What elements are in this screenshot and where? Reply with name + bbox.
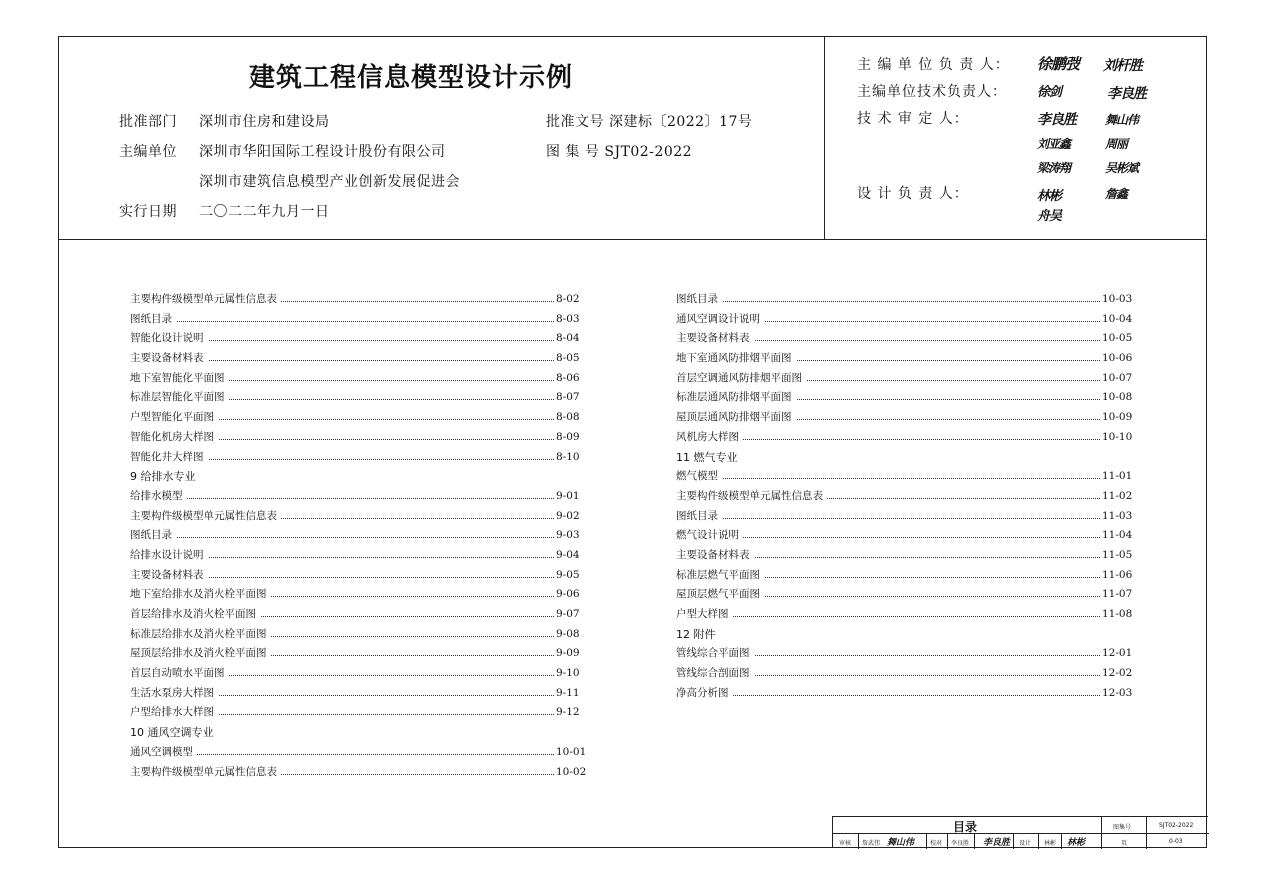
editor-row bbox=[119, 141, 446, 161]
toc-entry-page: 8-03 bbox=[556, 310, 592, 330]
header-divider bbox=[824, 37, 825, 240]
toc-entry-page: 11-02 bbox=[1102, 487, 1138, 507]
toc-entry-page: 9-03 bbox=[556, 526, 592, 546]
signature: 舞山伟 bbox=[1105, 113, 1139, 127]
toc-entry-page: 9-04 bbox=[556, 546, 592, 566]
tb-checker: 李良胜 bbox=[951, 840, 970, 847]
toc-entry-name: 户型智能化平面图 bbox=[130, 411, 218, 423]
toc-entry-page: 10-01 bbox=[556, 743, 592, 763]
tb-line bbox=[1061, 833, 1062, 849]
toc-entry-page: 9-06 bbox=[556, 585, 592, 605]
toc-entry-name: 智能化设计说明 bbox=[130, 332, 208, 344]
toc-entry bbox=[676, 408, 1138, 428]
toc-entry-page: 9-01 bbox=[556, 487, 592, 507]
impl-date-value: 二〇二二年九月一日 bbox=[199, 204, 330, 220]
toc-entry bbox=[130, 388, 592, 408]
toc-entry-name: 地下室通风防排烟平面图 bbox=[676, 352, 796, 364]
toc-entry bbox=[676, 507, 1138, 527]
toc-entry-name: 通风空调设计说明 bbox=[676, 313, 764, 325]
toc-entry-name: 主要构件级模型单元属性信息表 bbox=[130, 510, 281, 522]
tb-line bbox=[833, 833, 1209, 834]
toc-entry-name: 给排水模型 bbox=[130, 490, 187, 502]
signature: 刘杆胜 bbox=[1103, 58, 1142, 74]
toc-entry-page: 10-02 bbox=[556, 763, 592, 783]
toc-entry bbox=[130, 487, 592, 507]
signature: 刘亚鑫 bbox=[1037, 137, 1071, 151]
toc-entry-name: 首层给排水及消火栓平面图 bbox=[130, 608, 260, 620]
toc-entry-name: 主要构件级模型单元属性信息表 bbox=[676, 490, 827, 502]
toc-entry-name: 首层空调通风防排烟平面图 bbox=[676, 372, 806, 384]
tb-atlas-no: SJT02-2022 bbox=[1159, 822, 1194, 829]
toc-entry-name: 标准层智能化平面图 bbox=[130, 391, 229, 403]
tb-reviewer: 詹武伟 bbox=[862, 840, 881, 847]
responsible-tech-chief: 主编单位技术负责人： bbox=[857, 84, 1007, 100]
toc-entry bbox=[130, 625, 592, 645]
toc-entry-page: 10-05 bbox=[1102, 329, 1138, 349]
impl-date-row bbox=[119, 201, 330, 221]
editor-label: 主编单位 bbox=[119, 144, 177, 160]
toc-entry-page: 11-03 bbox=[1102, 507, 1138, 527]
toc-entry bbox=[676, 290, 1138, 310]
toc-section-heading: 9 给排水专业 bbox=[130, 470, 196, 484]
toc-entry-page: 9-02 bbox=[556, 507, 592, 527]
toc-entry-name: 主要构件级模型单元属性信息表 bbox=[130, 293, 281, 305]
toc-entry bbox=[130, 369, 592, 389]
toc-entry bbox=[676, 605, 1138, 625]
toc-leader-dots bbox=[676, 684, 1100, 696]
toc-entry bbox=[130, 428, 592, 448]
toc-leader-dots bbox=[130, 526, 554, 538]
toc-entry-name: 标准层给排水及消火栓平面图 bbox=[130, 628, 271, 640]
toc-entry-name: 标准层通风防排烟平面图 bbox=[676, 391, 796, 403]
toc-entry bbox=[676, 566, 1138, 586]
toc-entry-page: 9-12 bbox=[556, 703, 592, 723]
toc-entry-page: 8-04 bbox=[556, 329, 592, 349]
toc-entry bbox=[130, 763, 592, 783]
toc-entry bbox=[676, 526, 1138, 546]
toc-leader-dots bbox=[676, 605, 1100, 617]
toc-entry-name: 户型大样图 bbox=[676, 608, 733, 620]
toc-entry bbox=[676, 329, 1138, 349]
toc-right-column bbox=[676, 290, 1138, 703]
toc-leader-dots bbox=[676, 467, 1100, 479]
toc-entry-name: 屋顶层给排水及消火栓平面图 bbox=[130, 647, 271, 659]
toc-entry-name: 图纸目录 bbox=[130, 529, 176, 541]
signature: 李良胜 bbox=[1037, 112, 1076, 128]
tb-reviewer-signature: 舞山伟 bbox=[887, 838, 915, 848]
toc-entry bbox=[130, 585, 592, 605]
toc-entry-page: 10-04 bbox=[1102, 310, 1138, 330]
tb-atlas-label: 图集号 bbox=[1113, 824, 1132, 831]
toc-entry-page: 9-05 bbox=[556, 566, 592, 586]
toc-entry bbox=[676, 546, 1138, 566]
toc-entry bbox=[130, 526, 592, 546]
toc-entry-page: 11-06 bbox=[1102, 566, 1138, 586]
toc-entry-name: 燃气设计说明 bbox=[676, 529, 743, 541]
tb-line bbox=[1101, 817, 1102, 849]
tb-checker-signature: 李良胜 bbox=[983, 838, 1011, 848]
toc-entry bbox=[130, 743, 592, 763]
tb-line bbox=[1038, 833, 1039, 849]
tb-line bbox=[858, 833, 859, 849]
toc-entry bbox=[676, 684, 1138, 704]
toc-entry-page: 8-02 bbox=[556, 290, 592, 310]
approval-doc-value: 深建标〔2022〕17号 bbox=[608, 114, 753, 130]
drawing-frame bbox=[58, 36, 1207, 848]
toc-entry-page: 10-10 bbox=[1102, 428, 1138, 448]
toc-entry-page: 9-09 bbox=[556, 644, 592, 664]
toc-entry-page: 11-05 bbox=[1102, 546, 1138, 566]
toc-entry-name: 首层自动喷水平面图 bbox=[130, 667, 229, 679]
responsible-chief-editor: 主 编 单 位 负 责 人： bbox=[857, 57, 1010, 73]
toc-entry-name: 智能化井大样图 bbox=[130, 451, 208, 463]
approval-dept-label: 批准部门 bbox=[119, 114, 177, 130]
tb-design-label: 设计 bbox=[1019, 840, 1032, 847]
toc-entry-page: 9-10 bbox=[556, 664, 592, 684]
tb-title: 目录 bbox=[953, 820, 978, 834]
atlas-no-label: 图 集 号 bbox=[546, 144, 600, 160]
signature: 吴彬斌 bbox=[1105, 161, 1139, 175]
toc-entry bbox=[130, 408, 592, 428]
toc-entry-name: 图纸目录 bbox=[676, 510, 722, 522]
toc-entry bbox=[130, 566, 592, 586]
toc-entry bbox=[130, 507, 592, 527]
toc-entry bbox=[676, 585, 1138, 605]
tb-designer: 林彬 bbox=[1044, 840, 1057, 847]
toc-entry bbox=[130, 703, 592, 723]
toc-section-heading: 11 燃气专业 bbox=[676, 450, 738, 464]
tb-page-no: 0-03 bbox=[1169, 838, 1183, 845]
signature: 詹鑫 bbox=[1105, 187, 1128, 201]
signature: 周丽 bbox=[1105, 137, 1128, 151]
toc-entry bbox=[676, 428, 1138, 448]
atlas-no-value: SJT02-2022 bbox=[604, 144, 693, 160]
approval-dept-row bbox=[119, 111, 330, 131]
toc-entry-page: 11-08 bbox=[1102, 605, 1138, 625]
signature: 林彬 bbox=[1037, 189, 1062, 204]
toc-entry bbox=[676, 369, 1138, 389]
approval-doc-row bbox=[546, 111, 752, 131]
toc-entry-page: 8-07 bbox=[556, 388, 592, 408]
tb-page-label: 页 bbox=[1121, 840, 1128, 847]
tb-check-label: 校对 bbox=[930, 840, 943, 847]
toc-entry-name: 屋顶层燃气平面图 bbox=[676, 588, 764, 600]
toc-entry-page: 10-07 bbox=[1102, 369, 1138, 389]
toc-entry-page: 10-06 bbox=[1102, 349, 1138, 369]
toc-entry bbox=[676, 664, 1138, 684]
tb-review-label: 审核 bbox=[839, 840, 852, 847]
toc-entry bbox=[130, 605, 592, 625]
toc-entry-name: 地下室给排水及消火栓平面图 bbox=[130, 588, 271, 600]
toc-entry-page: 10-08 bbox=[1102, 388, 1138, 408]
toc-entry bbox=[130, 546, 592, 566]
responsible-tech-review: 技 术 审 定 人： bbox=[857, 111, 969, 127]
responsible-design: 设 计 负 责 人： bbox=[857, 186, 969, 202]
toc-entry-name: 主要设备材料表 bbox=[676, 332, 754, 344]
toc-entry-name: 风机房大样图 bbox=[676, 431, 743, 443]
toc-entry-page: 11-07 bbox=[1102, 585, 1138, 605]
toc-entry bbox=[676, 487, 1138, 507]
toc-entry-name: 主要设备材料表 bbox=[676, 549, 754, 561]
header-block bbox=[59, 37, 1206, 240]
toc-entry bbox=[130, 290, 592, 310]
toc-leader-dots bbox=[130, 487, 554, 499]
toc-entry-name: 净高分析图 bbox=[676, 687, 733, 699]
editor-1: 深圳市华阳国际工程设计股份有限公司 bbox=[199, 144, 446, 160]
toc-entry-page: 10-03 bbox=[1102, 290, 1138, 310]
tb-line bbox=[926, 833, 927, 849]
atlas-no-row bbox=[546, 141, 692, 161]
tb-line bbox=[947, 833, 948, 849]
title-block bbox=[832, 816, 1208, 848]
toc-entry bbox=[676, 310, 1138, 330]
page-title: 建筑工程信息模型设计示例 bbox=[249, 63, 574, 93]
signature: 梁涛翔 bbox=[1037, 161, 1071, 175]
toc-entry bbox=[130, 684, 592, 704]
toc-entry-name: 主要构件级模型单元属性信息表 bbox=[130, 766, 281, 778]
toc-entry bbox=[130, 664, 592, 684]
toc-leader-dots bbox=[676, 507, 1100, 519]
toc-entry-name: 主要设备材料表 bbox=[130, 569, 208, 581]
toc-entry-name: 地下室智能化平面图 bbox=[130, 372, 229, 384]
toc-entry bbox=[130, 448, 592, 468]
impl-date-label: 实行日期 bbox=[119, 204, 177, 220]
toc-entry-name: 图纸目录 bbox=[130, 313, 176, 325]
tb-line bbox=[974, 833, 975, 849]
toc-leader-dots bbox=[676, 290, 1100, 302]
approval-doc-label: 批准文号 bbox=[546, 114, 604, 130]
toc-entry bbox=[676, 388, 1138, 408]
tb-line bbox=[1013, 833, 1014, 849]
toc-entry-page: 8-06 bbox=[556, 369, 592, 389]
toc-entry bbox=[130, 644, 592, 664]
signature: 徐鹏弢 bbox=[1037, 55, 1080, 73]
toc-entry bbox=[130, 310, 592, 330]
toc-entry-name: 屋顶层通风防排烟平面图 bbox=[676, 411, 796, 423]
toc-entry-page: 8-08 bbox=[556, 408, 592, 428]
toc-entry-page: 12-01 bbox=[1102, 644, 1138, 664]
toc-entry-page: 9-07 bbox=[556, 605, 592, 625]
toc-entry-page: 11-01 bbox=[1102, 467, 1138, 487]
toc-section-heading: 12 附件 bbox=[676, 627, 716, 641]
toc-entry-name: 管线综合剖面图 bbox=[676, 667, 754, 679]
toc-entry-name: 燃气模型 bbox=[676, 470, 722, 482]
toc-entry-page: 11-04 bbox=[1102, 526, 1138, 546]
toc-entry-page: 8-10 bbox=[556, 448, 592, 468]
toc-entry bbox=[130, 329, 592, 349]
tb-designer-signature: 林彬 bbox=[1067, 838, 1086, 848]
toc-entry-page: 12-02 bbox=[1102, 664, 1138, 684]
toc-section-heading: 10 通风空调专业 bbox=[130, 726, 214, 740]
toc-entry-name: 通风空调模型 bbox=[130, 746, 197, 758]
toc-entry-name: 生活水泵房大样图 bbox=[130, 687, 218, 699]
toc-entry-name: 标准层燃气平面图 bbox=[676, 569, 764, 581]
tb-line bbox=[1146, 817, 1147, 849]
approval-dept-value: 深圳市住房和建设局 bbox=[199, 114, 330, 130]
toc-entry bbox=[676, 644, 1138, 664]
toc-entry bbox=[676, 467, 1138, 487]
toc-left-column bbox=[130, 290, 592, 782]
toc-entry-name: 管线综合平面图 bbox=[676, 647, 754, 659]
signature: 舟吴 bbox=[1037, 209, 1062, 224]
signature: 李良胜 bbox=[1107, 86, 1146, 102]
signature: 徐剑 bbox=[1037, 85, 1062, 100]
toc-entry-page: 10-09 bbox=[1102, 408, 1138, 428]
toc-entry-name: 主要设备材料表 bbox=[130, 352, 208, 364]
toc-entry-name: 户型给排水大样图 bbox=[130, 706, 218, 718]
toc-entry bbox=[676, 349, 1138, 369]
toc-entry-page: 9-11 bbox=[556, 684, 592, 704]
toc-entry-name: 给排水设计说明 bbox=[130, 549, 208, 561]
toc-entry-page: 8-09 bbox=[556, 428, 592, 448]
toc-entry bbox=[130, 349, 592, 369]
toc-entry-page: 12-03 bbox=[1102, 684, 1138, 704]
toc-entry-page: 9-08 bbox=[556, 625, 592, 645]
toc-entry-name: 智能化机房大样图 bbox=[130, 431, 218, 443]
editor-2: 深圳市建筑信息模型产业创新发展促进会 bbox=[199, 174, 460, 190]
toc-entry-name: 图纸目录 bbox=[676, 293, 722, 305]
toc-leader-dots bbox=[130, 310, 554, 322]
toc-entry-page: 8-05 bbox=[556, 349, 592, 369]
